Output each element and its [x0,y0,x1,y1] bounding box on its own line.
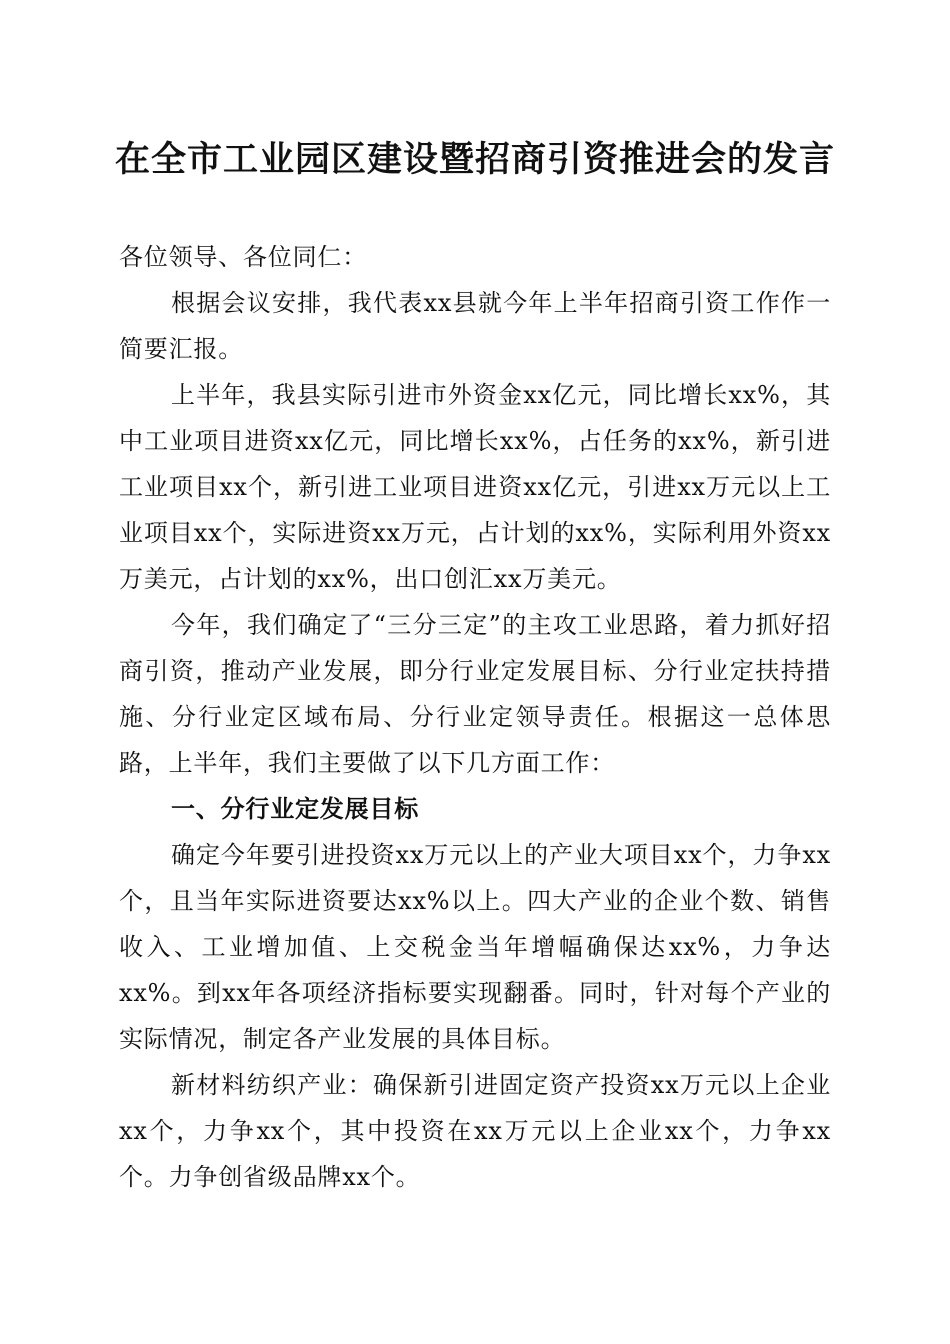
document-title: 在全市工业园区建设暨招商引资推进会的发言 [114,139,835,180]
paragraph-intro: 根据会议安排，我代表xx县就今年上半年招商引资工作作一简要汇报。 [119,289,831,363]
paragraph-textile-industry: 新材料纺织产业：确保新引进固定资产投资xx万元以上企业xx个，力争xx个，其中投资在xx万元以上企业xx个，力争xx个。力争创省级品牌xx个。 [119,1071,831,1191]
paragraph-targets: 确定今年要引进投资xx万元以上的产业大项目xx个，力争xx个，且当年实际进资要达xx%以上。四大产业的企业个数、销售收入、工业增加值、上交税金当年增幅确保达xx%，力争达xx%。到xx年各项经济指标要实现翻番。同时，针对每个产业的实际情况，制定各产业发展的具体目标。 [119,841,831,1053]
salutation: 各位领导、各位同仁： [119,243,367,271]
paragraph-results: 上半年，我县实际引进市外资金xx亿元，同比增长xx%，其中工业项目进资xx亿元，同比增长xx%，占任务的xx%，新引进工业项目xx个，新引进工业项目进资xx亿元，引进xx万元以上工业项目xx个，实际进资xx万元，占计划的xx%，实际利用外资xx万美元，占计划的xx%，出口创汇xx万美元。 [119,381,831,593]
document-body [119,234,831,1200]
section-heading: 一、分行业定发展目标 [171,795,419,823]
paragraph-approach: 今年，我们确定了“三分三定”的主攻工业思路，着力抓好招商引资，推动产业发展，即分行业定发展目标、分行业定扶持措施、分行业定区域布局、分行业定领导责任。根据这一总体思路，上半年，我们主要做了以下几方面工作： [119,611,831,777]
